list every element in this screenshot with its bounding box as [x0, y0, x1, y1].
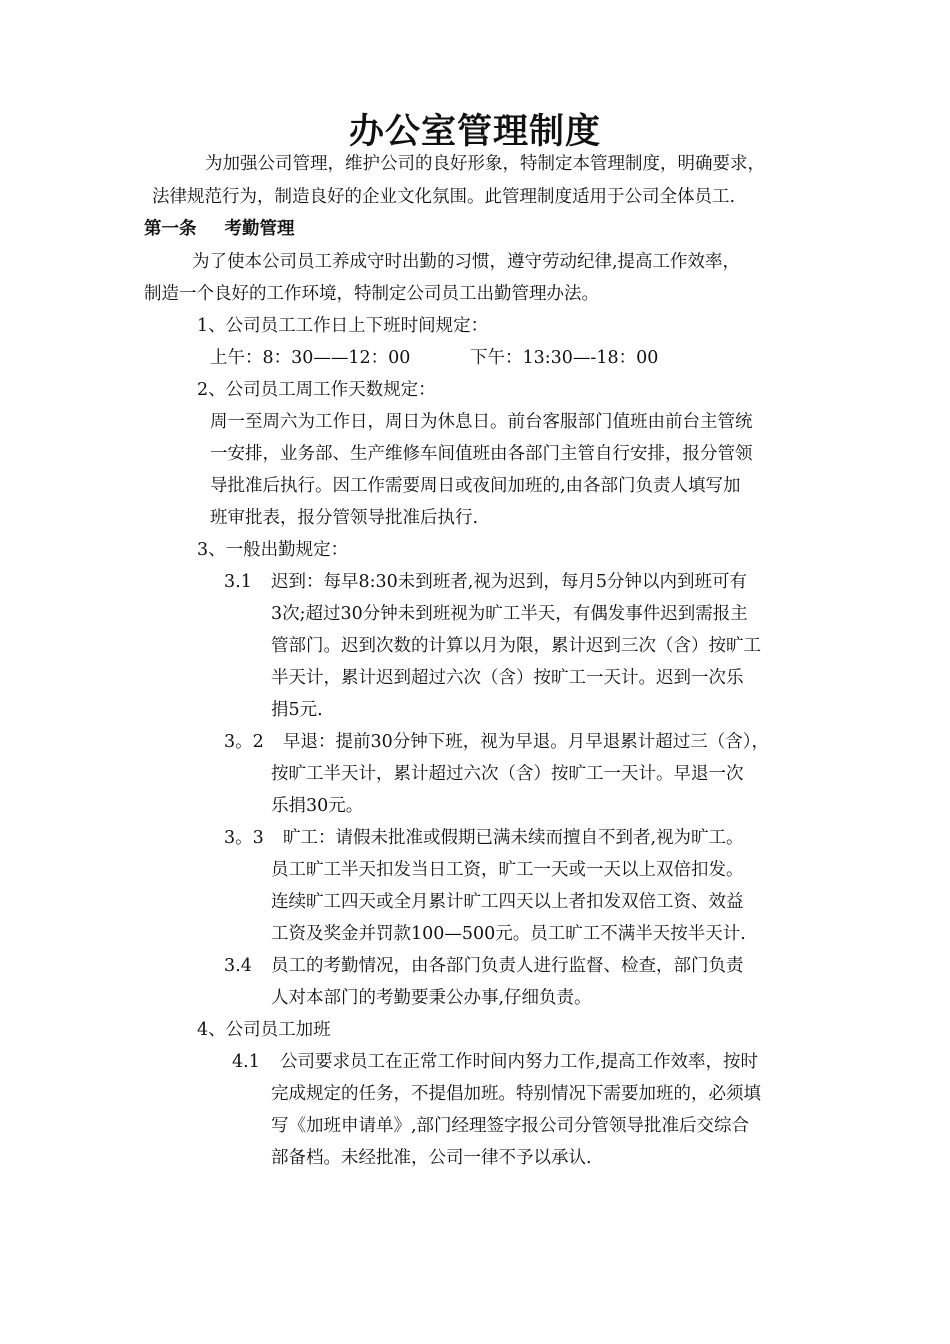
section-3-1-line: 半天计，累计迟到超过六次（含）按旷工一天计。迟到一次乐	[271, 668, 744, 688]
item2-line: 导批准后执行。因工作需要周日或夜间加班的,由各部门负责人填写加	[210, 476, 741, 496]
article-number: 第一条	[144, 219, 197, 239]
section-3-1-line: 3次;超过30分钟未到班视为旷工半天，有偶发事件迟到需报主	[271, 604, 748, 624]
article-heading	[144, 213, 295, 245]
item2-line: 一安排，业务部、生产维修车间值班由各部门主管自行安排，报分管领	[210, 444, 753, 464]
section-3-1-number: 3.1	[224, 572, 252, 592]
section-3-3-line: 连续旷工四天或全月累计旷工四天以上者扣发双倍工资、效益	[271, 892, 744, 912]
section-3-2-number: 3。2	[224, 732, 264, 752]
article-title: 考勤管理	[224, 219, 295, 239]
section-3-3-line: 员工旷工半天扣发当日工资，旷工一天或一天以上双倍扣发。	[271, 860, 744, 880]
item2-line: 周一至周六为工作日，周日为休息日。前台客服部门值班由前台主管统	[210, 412, 753, 432]
section-4-1-line: 完成规定的任务，不提倡加班。特别情况下需要加班的，必须填	[271, 1084, 761, 1104]
item2-line: 班审批表，报分管领导批准后执行.	[210, 508, 479, 528]
section-3-2-line: 早退：提前30分钟下班，视为早退。月早退累计超过三（含），	[283, 732, 770, 752]
section-3-4-line: 员工的考勤情况，由各部门负责人进行监督、检查，部门负责	[271, 956, 744, 976]
section-3-1-line: 迟到：每早8:30未到班者,视为迟到，每月5分钟以内到班可有	[271, 572, 747, 592]
section-3-3-line: 工资及奖金并罚款100—500元。员工旷工不满半天按半天计.	[271, 924, 746, 944]
item1-heading: 1、公司员工工作日上下班时间规定：	[197, 316, 489, 336]
item3-heading: 3、一般出勤规定：	[197, 540, 349, 560]
item1-morning-hours: 上午：8：30——12：00	[210, 348, 411, 368]
item1-afternoon-hours: 下午：13:30—-18：00	[470, 348, 659, 368]
section-3-1-line: 捐5元.	[271, 700, 323, 720]
item4-heading: 4、公司员工加班	[197, 1020, 331, 1040]
article-para-line-1: 为了使本公司员工养成守时出勤的习惯，遵守劳动纪律,提高工作效率，	[192, 252, 741, 272]
intro-line-2: 法律规范行为，制造良好的企业文化氛围。此管理制度适用于公司全体员工.	[152, 187, 736, 207]
article-para-line-2: 制造一个良好的工作环境，特制定公司员工出勤管理办法。	[144, 284, 599, 304]
intro-line-1: 为加强公司管理，维护公司的良好形象，特制定本管理制度，明确要求，	[205, 154, 765, 174]
section-3-2-line: 乐捐30元。	[271, 796, 364, 816]
section-3-3-number: 3。3	[224, 828, 264, 848]
section-4-1-line: 部备档。未经批准，公司一律不予以承认.	[271, 1148, 592, 1168]
section-3-4-line: 人对本部门的考勤要秉公办事,仔细负责。	[271, 988, 592, 1008]
section-3-4-number: 3.4	[224, 956, 252, 976]
section-3-2-line: 按旷工半天计，累计超过六次（含）按旷工一天计。早退一次	[271, 764, 744, 784]
section-4-1-line: 公司要求员工在正常工作时间内努力工作,提高工作效率，按时	[280, 1052, 759, 1072]
section-3-1-line: 管部门。迟到次数的计算以月为限，累计迟到三次（含）按旷工	[271, 636, 761, 656]
section-3-3-line: 旷工：请假未批准或假期已满未续而擅自不到者,视为旷工。	[283, 828, 744, 848]
section-4-1-number: 4.1	[232, 1052, 260, 1072]
item2-heading: 2、公司员工周工作天数规定：	[197, 380, 436, 400]
section-4-1-line: 写《加班申请单》,部门经理签字报公司分管领导批准后交综合	[271, 1116, 750, 1136]
document-title: 办公室管理制度	[348, 111, 601, 152]
